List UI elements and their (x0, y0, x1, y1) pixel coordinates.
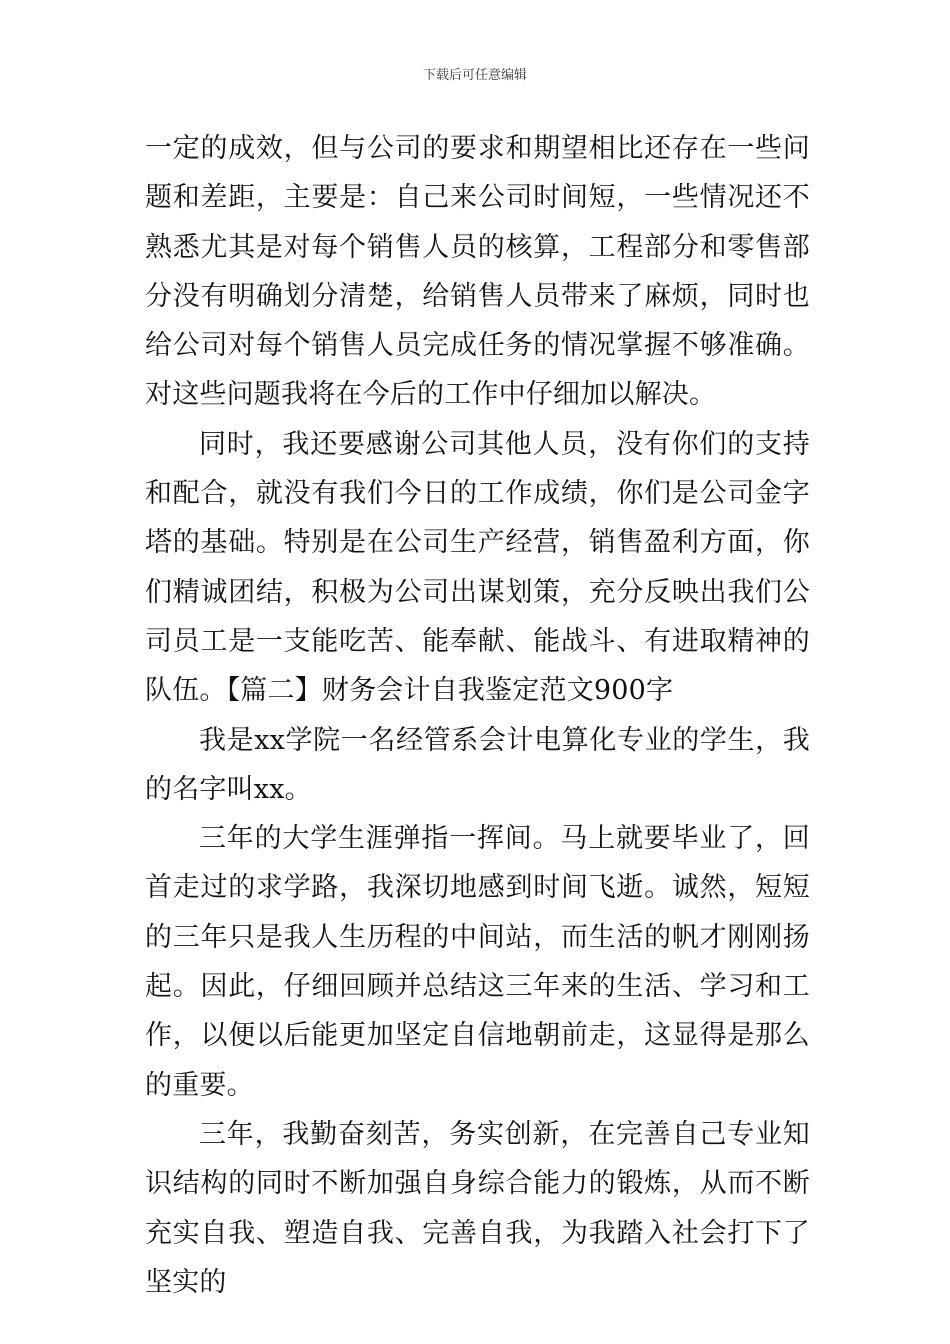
paragraph-1: 一定的成效，但与公司的要求和期望相比还存在一些问题和差距，主要是：自己来公司时间短，一些情况还不熟悉尤其是对每个销售人员的核算，工程部分和零售部分没有明确划分清楚，给销售人员带来了麻烦，同时也给公司对每个销售人员完成任务的情况掌握不够准确。对这些问题我将在今后的工作中仔细加以解决。 (145, 133, 810, 411)
document-body (145, 124, 810, 1307)
paragraph-5: 三年，我勤奋刻苦，务实创新，在完善自己专业知识结构的同时不断加强自身综合能力的锻炼，从而不断充实自我、塑造自我、完善自我，为我踏入社会打下了坚实的 (145, 1118, 810, 1298)
page-header: 下载后可任意编辑 (422, 68, 527, 83)
paragraph-2: 同时，我还要感谢公司其他人员，没有你们的支持和配合，就没有我们今日的工作成绩，你们是公司金字塔的基础。特别是在公司生产经营，销售盈利方面，你们精诚团结，积极为公司出谋划策，充分反映出我们公司员工是一支能吃苦、能奉献、能战斗、有进取精神的队伍。【篇二】财务会计自我鉴定范文900字 (145, 428, 810, 707)
paragraph-4: 三年的大学生涯弹指一挥间。马上就要毕业了，回首走过的求学路，我深切地感到时间飞逝。诚然，短短的三年只是我人生历程的中间站，而生活的帆才刚刚扬起。因此，仔细回顾并总结这三年来的生活、学习和工作，以便以后能更加坚定自信地朝前走，这显得是那么的重要。 (145, 823, 810, 1101)
paragraph-3: 我是xx学院一名经管系会计电算化专业的学生，我的名字叫xx。 (145, 724, 810, 805)
